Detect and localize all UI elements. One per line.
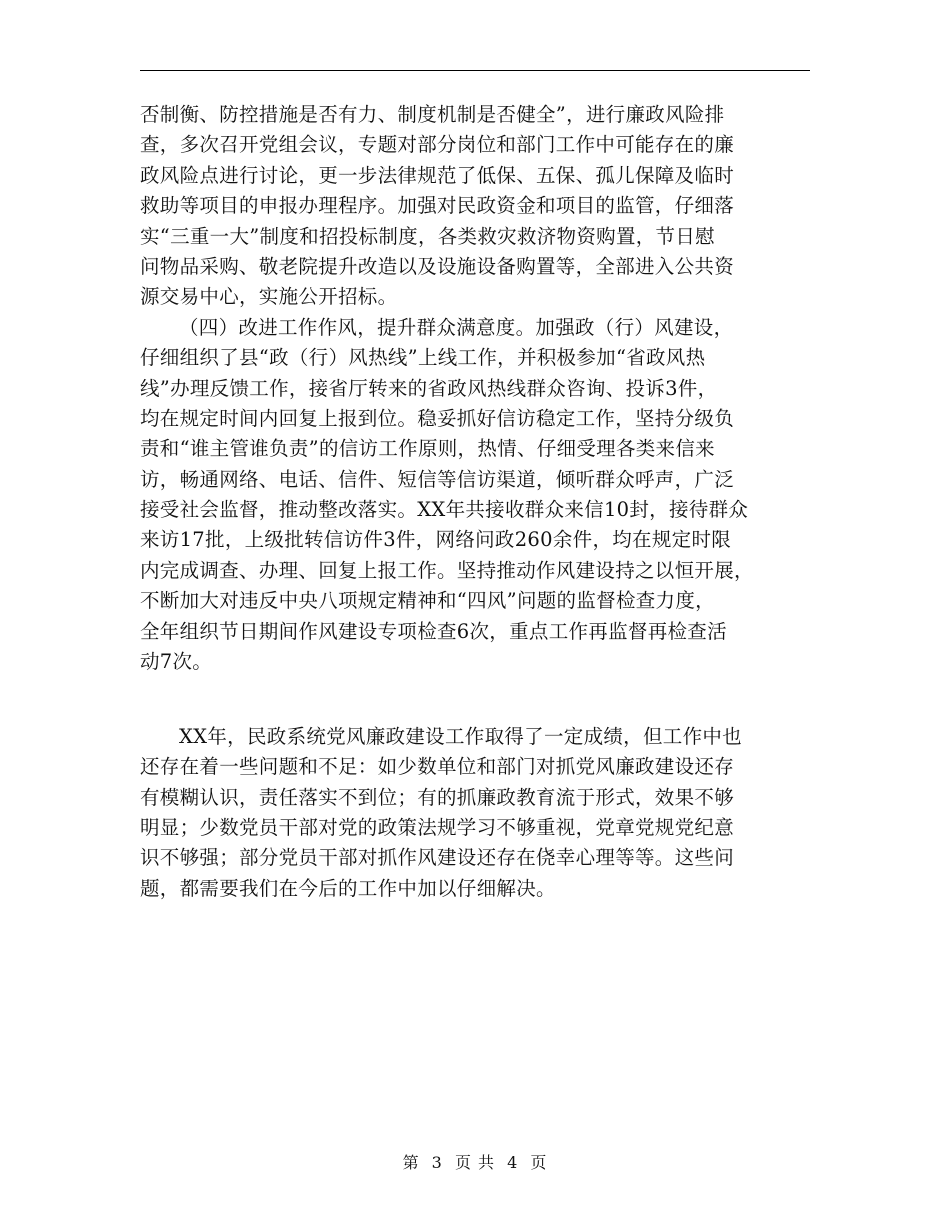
text-line: 救助等项目的申报办理程序。加强对民政资金和项目的监管，仔细落 — [140, 194, 735, 218]
text-line — [140, 677, 810, 707]
header-rule — [140, 70, 810, 71]
text-line: XX年，民政系统党风廉政建设工作取得了一定成绩，但工作中也 — [179, 724, 742, 748]
text-line: （四）改进工作作风，提升群众满意度。加强政（行）风建设， — [179, 315, 734, 339]
text-line: 内完成调查、办理、回复上报工作。坚持推动作风建设持之以恒开展， — [140, 558, 754, 582]
text-line: 不断加大对违反中央八项规定精神和“四风”问题的监督检查力度， — [140, 589, 715, 613]
paragraph-continued — [140, 100, 810, 313]
text-line: 识不够强；部分党员干部对抓作风建设还存在侥幸心理等等。这些问 — [140, 846, 735, 870]
text-line: 责和“谁主管谁负责”的信访工作原则，热情、仔细受理各类来信来 — [140, 437, 715, 461]
text-line: 访，畅通网络、电话、信件、短信等信访渠道，倾听群众呼声，广泛 — [140, 467, 735, 491]
body-text — [140, 100, 810, 904]
text-line: 接受社会监督，推动整改落实。XX年共接收群众来信10封，接待群众 — [140, 498, 749, 522]
text-line: 题，都需要我们在今后的工作中加以仔细解决。 — [140, 876, 556, 900]
text-line: 源交易中心，实施公开招标。 — [140, 285, 398, 309]
paragraph-section-four — [140, 313, 810, 708]
text-line: 有模糊认识，责任落实不到位；有的抓廉政教育流于形式，效果不够 — [140, 785, 735, 809]
text-line: 实“三重一大”制度和招投标制度，各类救灾救济物资购置，节日慰 — [140, 224, 715, 248]
text-line: 问物品采购、敬老院提升改造以及设施设备购置等，全部进入公共资 — [140, 254, 735, 278]
footer-page-number: 3 — [431, 1153, 443, 1172]
text-line: 均在规定时间内回复上报到位。稳妥抓好信访稳定工作，坚持分级负 — [140, 406, 735, 430]
text-line: 政风险点进行讨论，更一步法律规范了低保、五保、孤儿保障及临时 — [140, 163, 735, 187]
text-line: 否制衡、防控措施是否有力、制度机制是否健全”，进行廉政风险排 — [140, 103, 725, 126]
footer-prefix: 第 — [402, 1153, 420, 1172]
text-line: 线”办理反馈工作，接省厅转来的省政风热线群众咨询、投诉3件， — [140, 376, 718, 400]
text-line: 仔细组织了县“政（行）风热线”上线工作，并积极参加“省政风热 — [140, 346, 706, 370]
paragraph-gap — [140, 708, 810, 722]
text-line: 查，多次召开党组会议，专题对部分岗位和部门工作中可能存在的廉 — [140, 133, 735, 157]
text-line: 明显；少数党员干部对党的政策法规学习不够重视，党章党规党纪意 — [140, 815, 735, 839]
page-footer — [0, 1150, 950, 1173]
text-line: 还存在着一些问题和不足：如少数单位和部门对抓党风廉政建设还存 — [140, 755, 735, 779]
footer-suffix: 页 — [530, 1153, 548, 1172]
footer-middle: 页 共 — [454, 1153, 496, 1172]
text-line: 来访17批，上级批转信访件3件，网络问政260余件，均在规定时限 — [140, 528, 732, 552]
text-line: 全年组织节日期间作风建设专项检查6次，重点工作再监督再检查活 — [140, 619, 727, 643]
paragraph-summary — [140, 722, 810, 904]
text-line: 动7次。 — [140, 650, 213, 674]
footer-total-pages: 4 — [507, 1153, 519, 1172]
